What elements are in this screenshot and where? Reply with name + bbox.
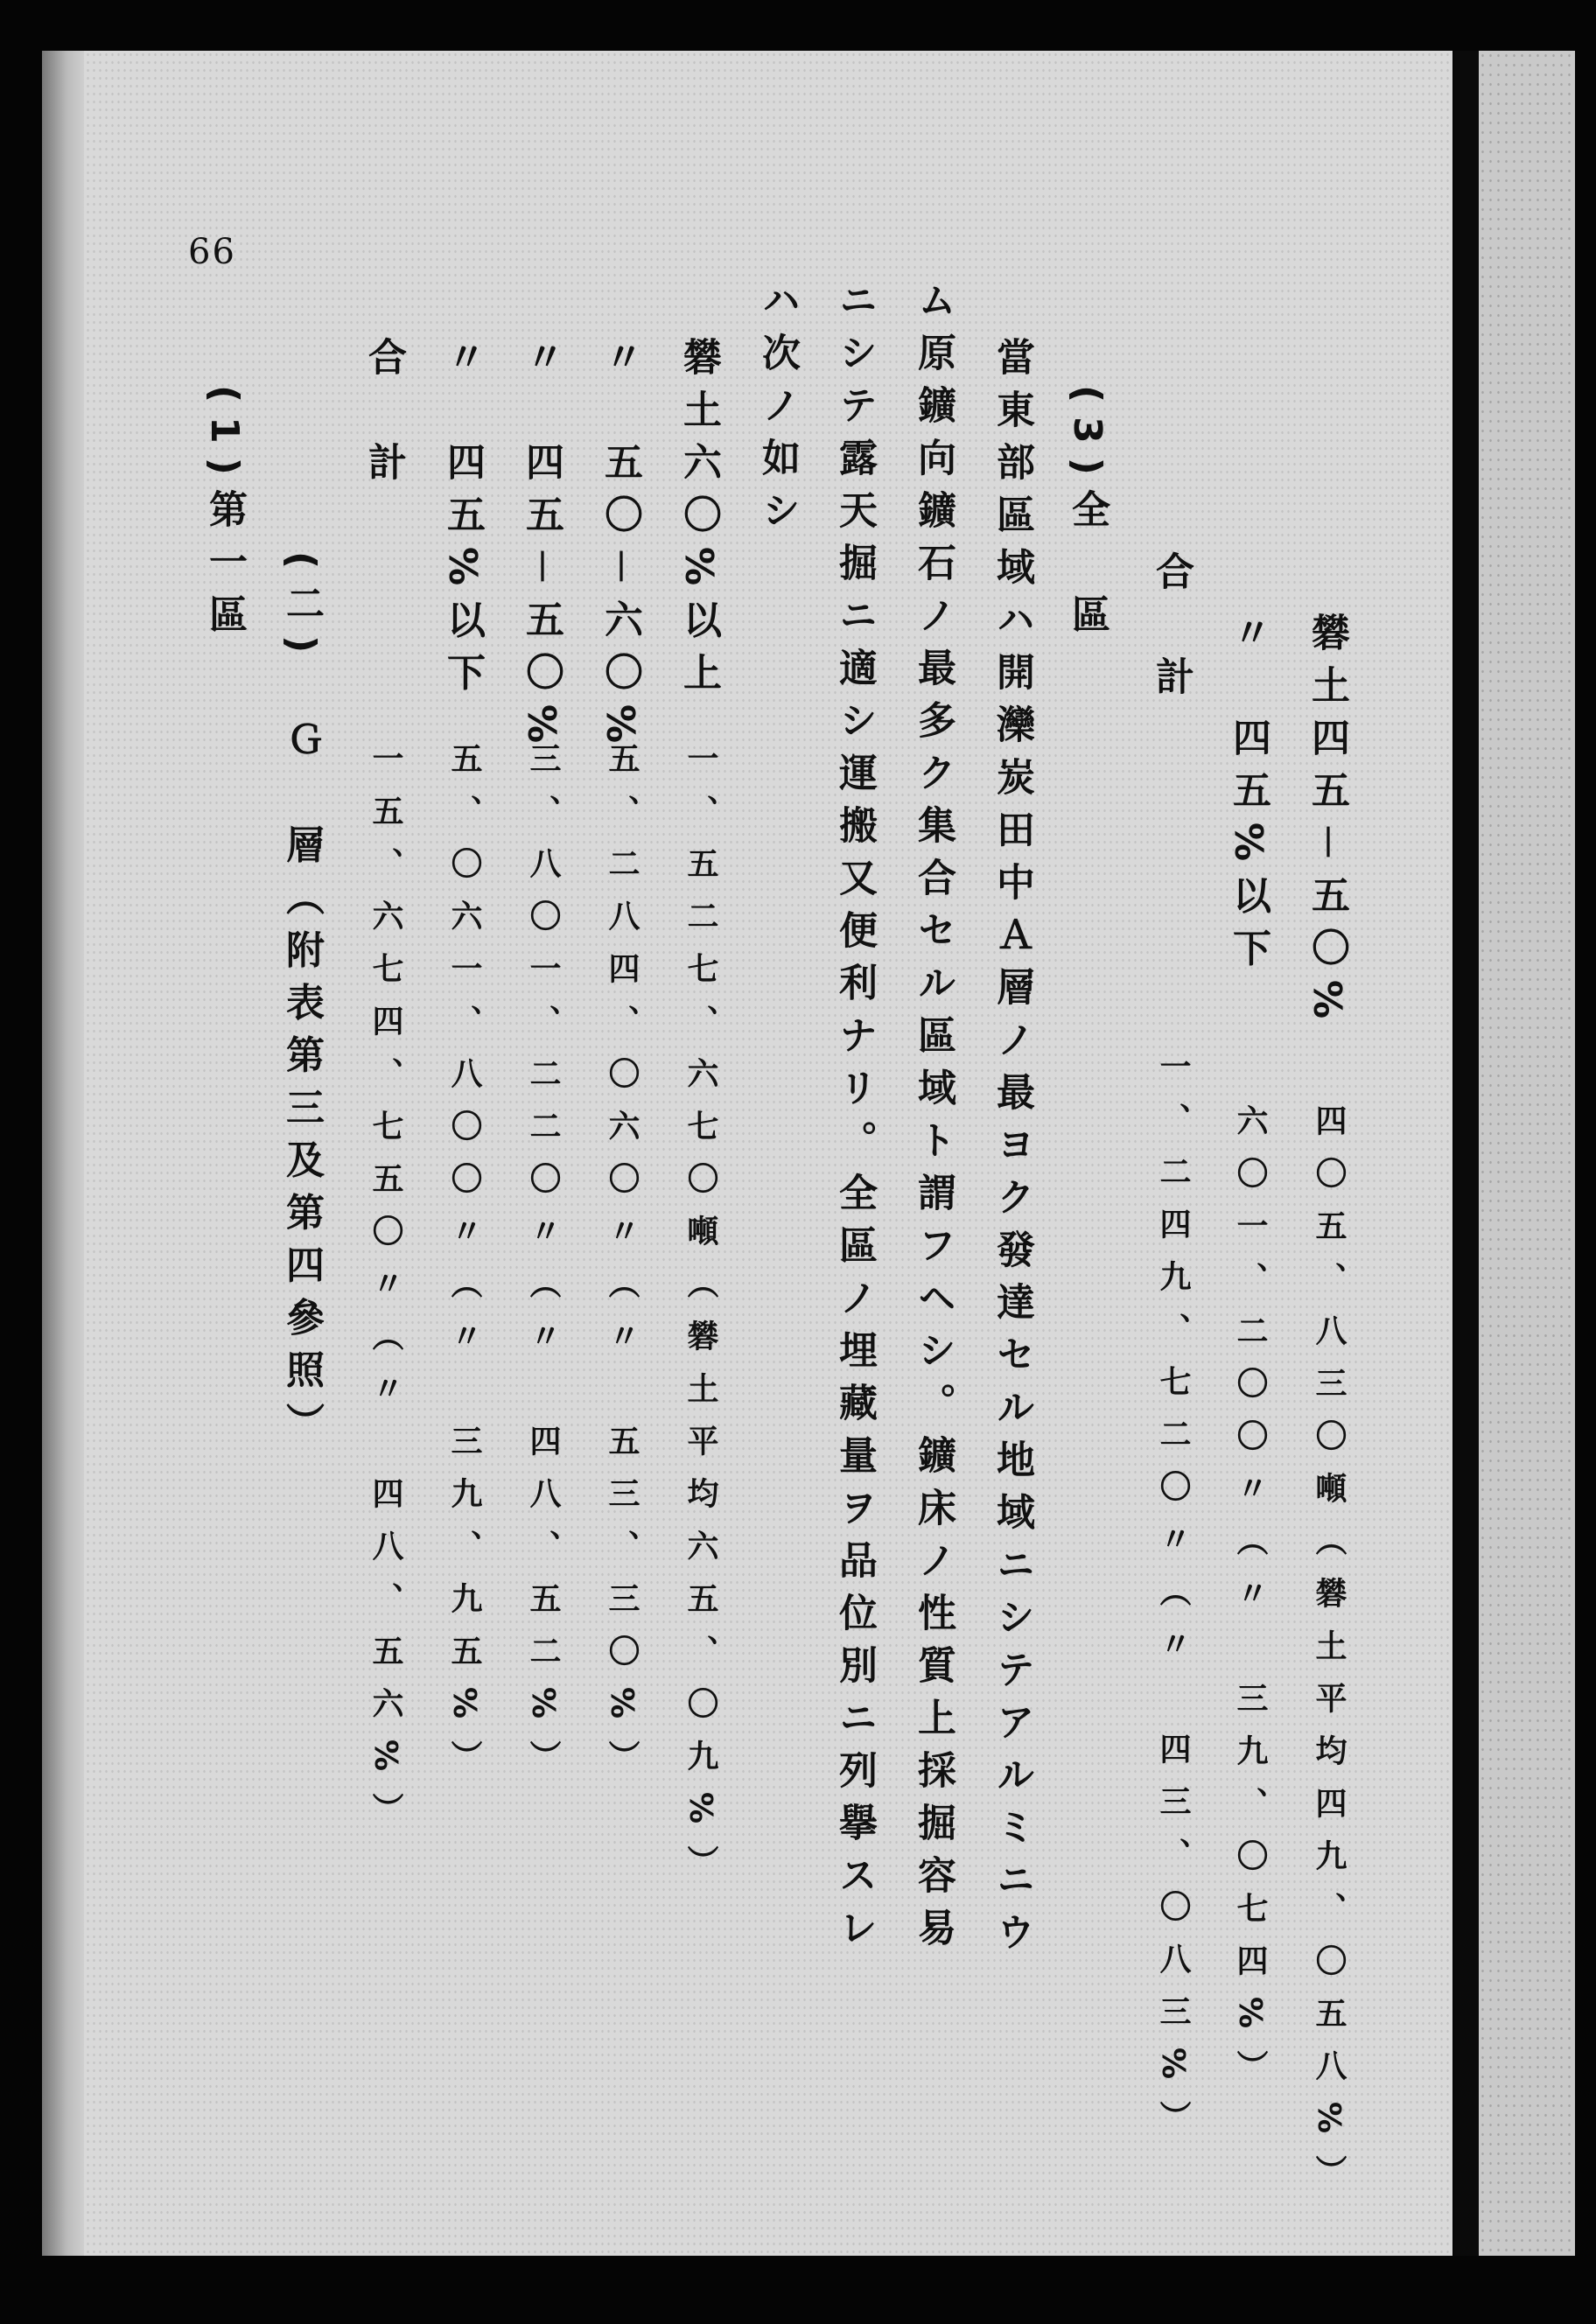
text-column-1: [1305, 612, 1349, 1033]
text-column-9: [676, 337, 721, 705]
column-8-text: ハ次ノ如シ: [755, 280, 800, 542]
page-gutter: [1454, 51, 1479, 2256]
column-12-value: 五、〇六一、八〇〇〃（〃 三九、九五%）: [446, 742, 482, 1793]
column-14-text: (二) Ｇ 層（附表第三及第四參照）: [279, 551, 324, 1455]
paragraph-line-1: [990, 337, 1034, 1964]
column-15-text: (1)第一區: [202, 385, 247, 647]
column-3-value: 一、二四九、七二〇〃（〃 四三、〇八三%）: [1155, 1050, 1191, 2153]
section-heading-all-area: [1065, 385, 1110, 647]
column-1-label: 礬土四五－五〇%: [1305, 612, 1349, 1033]
column-12-label: 〃 四五%以下: [440, 337, 485, 705]
text-column-12-value: [448, 742, 480, 1792]
text-column-2-value: [1232, 1104, 1268, 2103]
column-10-label: 〃 五〇－六〇%: [598, 337, 642, 758]
text-column-12: [440, 337, 485, 705]
column-4-text: (3)全 區: [1065, 385, 1110, 647]
paragraph-line-3: [832, 280, 877, 1960]
column-10-value: 五、二八四、〇六〇〃（〃 五三、三〇%）: [604, 742, 640, 1793]
column-6-text: ム原鑛向鑛石ノ最多ク集合セル區域ト謂フヘシ。鑛床ノ性質上採掘容易: [911, 280, 956, 1960]
text-column-10: [598, 337, 642, 758]
column-1-value: 四〇五、八三〇噸（礬土平均四九、〇五八%）: [1311, 1104, 1347, 2208]
text-column-1-value: [1311, 1104, 1347, 2208]
paragraph-line-4: [755, 280, 800, 542]
column-2-value: 六〇一、二〇〇〃（〃 三九、〇七四%）: [1232, 1104, 1268, 2103]
subsection-heading-first-area: [202, 385, 247, 647]
text-column-10-value: [604, 742, 640, 1793]
section-heading-g-layer: [279, 551, 324, 1455]
column-2-label: 〃 四五%以下: [1226, 612, 1270, 981]
text-column-2: [1226, 612, 1270, 981]
paragraph-line-2: [911, 280, 956, 1960]
text-column-3-value: [1155, 1050, 1191, 2153]
page-number: 66: [188, 232, 236, 272]
text-column-9-value: [684, 742, 716, 1897]
text-column-11-value: [525, 742, 561, 1793]
next-page-edge: [1479, 51, 1575, 2256]
column-3-label: 合 計: [1149, 551, 1194, 709]
column-11-label: 〃 四五－五〇%: [519, 337, 564, 758]
page-binding-shadow: [42, 51, 84, 2256]
column-9-label: 礬土六〇%以上: [676, 337, 721, 705]
text-column-3: [1149, 551, 1194, 709]
column-7-text: ニシテ露天掘ニ適シ運搬又便利ナリ。全區ノ埋藏量ヲ品位別ニ列擧スレ: [832, 280, 877, 1960]
text-column-11: [519, 337, 564, 758]
text-column-13: [361, 337, 406, 494]
column-11-value: 三、八〇一、二二〇〃（〃 四八、五二%）: [525, 742, 561, 1793]
column-13-value: 一五、六七四、七五〇〃（〃 四八、五六%）: [368, 742, 403, 1845]
text-column-13-value: [369, 742, 401, 1844]
column-13-label: 合 計: [361, 337, 406, 494]
column-5-text: 當東部區域ハ開灤炭田中Ａ層ノ最ヨク發達セル地域ニシテアルミニウ: [990, 337, 1034, 1964]
column-9-value: 一、五二七、六七〇噸（礬土平均六五、〇九%）: [682, 742, 718, 1898]
